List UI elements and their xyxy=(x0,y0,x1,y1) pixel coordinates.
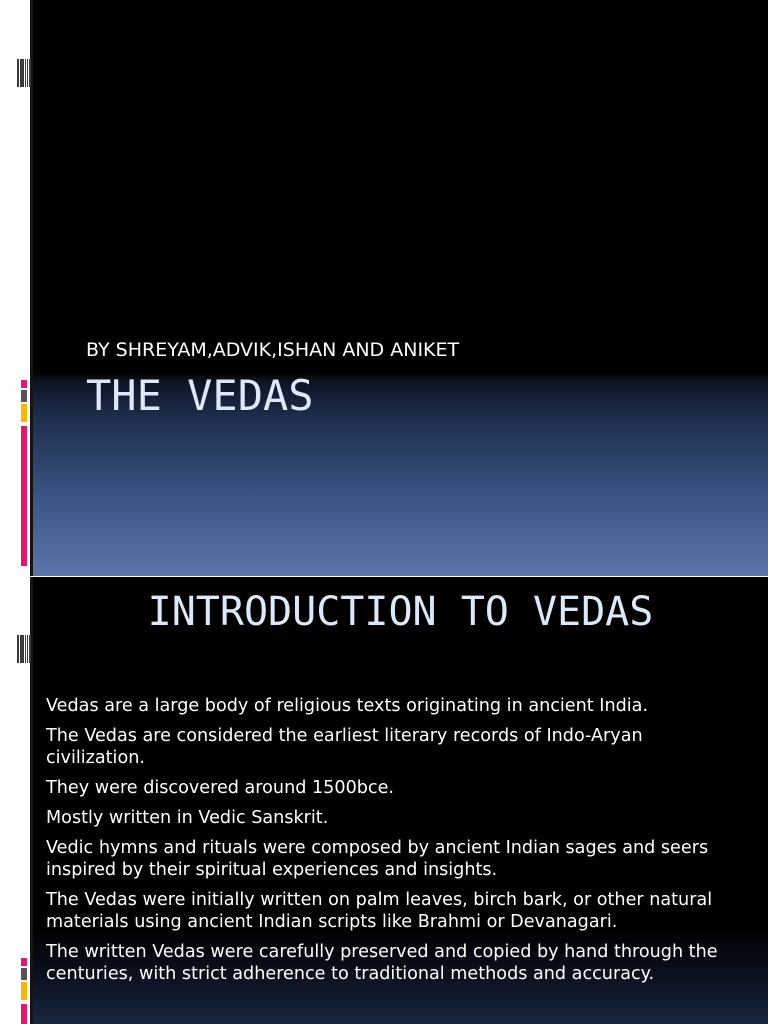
list-item: The written Vedas were carefully preserved and copied by hand through the centuries, with strict adherence to traditional methods and accuracy. xyxy=(46,942,718,984)
list-item: Mostly written in Vedic Sanskrit. xyxy=(46,808,329,828)
accent-bar-gray xyxy=(21,968,27,980)
list-item: Vedas are a large body of religious texts originating in ancient India. xyxy=(46,696,649,716)
accent-bar-yellow xyxy=(21,404,27,422)
accent-bar-pink-long xyxy=(21,1004,27,1024)
section-title: INTRODUCTION TO VEDAS xyxy=(147,589,654,635)
barcode-decoration xyxy=(17,59,31,87)
accent-bar-pink xyxy=(21,380,27,388)
list-item: They were discovered around 1500bce. xyxy=(46,778,395,798)
accent-bar-gray xyxy=(21,390,27,402)
author-byline: BY SHREYAM,ADVIK,ISHAN AND ANIKET xyxy=(86,339,460,361)
accent-bar-pink xyxy=(21,958,27,966)
list-item: The Vedas were initially written on palm leaves, birch bark, or other natural materials using ancient Indian scripts like Brahmi or Devanagari. xyxy=(46,890,713,932)
accent-bar-yellow xyxy=(21,982,27,1000)
slide-background xyxy=(33,0,768,576)
slide-introduction xyxy=(0,577,768,1024)
list-item: Vedic hymns and rituals were composed by ancient Indian sages and seers inspired by their spiritual experiences and insights. xyxy=(46,838,709,880)
barcode-decoration xyxy=(17,635,31,663)
bullet-list xyxy=(46,695,726,993)
list-item: The Vedas are considered the earliest literary records of Indo-Aryan civilization. xyxy=(46,726,643,768)
accent-bar-pink-long xyxy=(21,426,27,566)
presentation-title: THE VEDAS xyxy=(86,371,314,420)
